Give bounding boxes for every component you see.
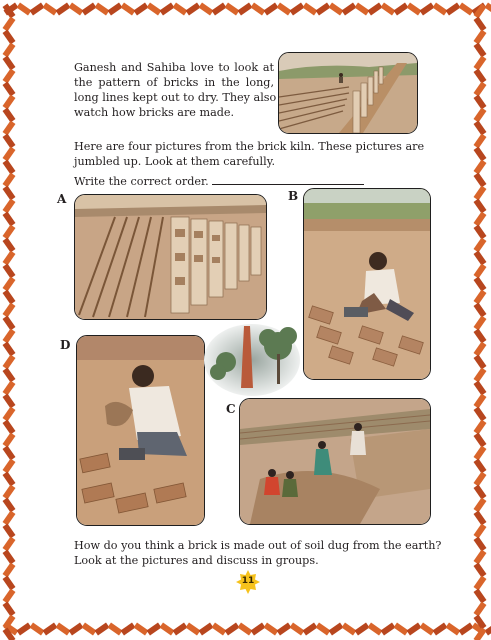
border-brick: [3, 277, 16, 292]
border-brick: [3, 628, 16, 640]
border-brick: [407, 3, 422, 16]
border-brick: [277, 623, 292, 636]
border-brick: [474, 524, 487, 539]
border-brick: [474, 511, 487, 526]
border-brick: [3, 82, 16, 97]
border-brick: [3, 290, 16, 305]
border-brick: [3, 420, 16, 435]
border-brick: [3, 56, 16, 71]
border-brick: [3, 160, 16, 175]
border-brick: [474, 303, 487, 318]
border-brick: [108, 3, 123, 16]
border-brick: [433, 3, 448, 16]
border-brick: [316, 623, 331, 636]
kiln-chimney-illustration: [204, 318, 300, 396]
border-brick: [134, 623, 149, 636]
border-brick: [108, 623, 123, 636]
border-brick: [290, 623, 305, 636]
border-brick: [474, 420, 487, 435]
border-brick: [212, 623, 227, 636]
page-number: 11: [241, 576, 255, 586]
border-brick: [264, 3, 279, 16]
border-brick: [474, 251, 487, 266]
order-prompt: [74, 173, 364, 189]
border-brick: [277, 3, 292, 16]
intro-line: long lines kept out to dry. They also: [74, 91, 277, 104]
border-brick: [474, 290, 487, 305]
border-brick: [3, 199, 16, 214]
border-brick: [474, 264, 487, 279]
border-brick: [474, 4, 487, 19]
border-brick: [186, 623, 201, 636]
border-brick: [3, 433, 16, 448]
question-line: Look at the pictures and discuss in groups.: [74, 554, 319, 567]
border-brick: [3, 69, 16, 84]
border-brick: [56, 623, 71, 636]
border-brick: [3, 4, 16, 19]
border-brick: [407, 623, 422, 636]
border-brick: [474, 433, 487, 448]
border-brick: [474, 485, 487, 500]
picture-label-b: B: [288, 189, 299, 203]
intro-line: watch how bricks are made.: [74, 106, 235, 119]
border-brick: [474, 628, 487, 640]
border-brick: [3, 342, 16, 357]
border-brick: [212, 3, 227, 16]
border-brick: [160, 3, 175, 16]
border-brick: [225, 3, 240, 16]
border-brick: [251, 3, 266, 16]
border-brick: [43, 3, 58, 16]
border-brick: [3, 134, 16, 149]
border-brick: [3, 524, 16, 539]
border-brick: [3, 225, 16, 240]
border-brick: [446, 623, 461, 636]
border-brick: [342, 623, 357, 636]
task-line: Here are four pictures from the brick kiln. These pictures are: [74, 140, 425, 153]
border-brick: [3, 602, 16, 617]
border-brick: [3, 95, 16, 110]
border-brick: [3, 316, 16, 331]
brick-border-top: [0, 0, 491, 22]
border-brick: [474, 576, 487, 591]
border-brick: [3, 238, 16, 253]
border-brick: [3, 251, 16, 266]
brick-rows-photo: [278, 52, 418, 134]
brick-border-left: [0, 0, 22, 640]
border-brick: [3, 498, 16, 513]
border-brick: [3, 459, 16, 474]
border-brick: [474, 82, 487, 97]
border-brick: [3, 394, 16, 409]
task-paragraph: [74, 139, 425, 169]
border-brick: [474, 69, 487, 84]
border-brick: [82, 3, 97, 16]
border-brick: [225, 623, 240, 636]
border-brick: [95, 623, 110, 636]
border-brick: [368, 623, 383, 636]
border-brick: [474, 316, 487, 331]
picture-a-drying-stacks: [74, 194, 267, 320]
border-brick: [474, 355, 487, 370]
border-brick: [474, 56, 487, 71]
border-brick: [3, 368, 16, 383]
border-brick: [381, 3, 396, 16]
border-brick: [474, 394, 487, 409]
border-brick: [3, 30, 16, 45]
border-brick: [3, 43, 16, 58]
brick-border-bottom: [0, 618, 491, 640]
border-brick: [3, 589, 16, 604]
border-brick: [3, 615, 16, 630]
border-brick: [474, 550, 487, 565]
border-brick: [3, 147, 16, 162]
border-brick: [3, 303, 16, 318]
border-brick: [474, 17, 487, 32]
border-brick: [433, 623, 448, 636]
border-brick: [474, 147, 487, 162]
border-brick: [30, 623, 45, 636]
border-brick: [43, 623, 58, 636]
picture-label-a: A: [57, 192, 67, 206]
border-brick: [474, 498, 487, 513]
border-brick: [474, 446, 487, 461]
border-brick: [3, 407, 16, 422]
border-brick: [3, 17, 16, 32]
border-brick: [474, 563, 487, 578]
border-brick: [3, 563, 16, 578]
picture-c-workers-at-pit: [239, 398, 431, 525]
border-brick: [3, 329, 16, 344]
border-brick: [474, 186, 487, 201]
border-brick: [238, 623, 253, 636]
intro-paragraph: [74, 60, 277, 120]
border-brick: [355, 623, 370, 636]
border-brick: [3, 550, 16, 565]
border-brick: [303, 3, 318, 16]
border-brick: [3, 121, 16, 136]
border-brick: [316, 3, 331, 16]
border-brick: [3, 186, 16, 201]
border-brick: [3, 173, 16, 188]
picture-label-d: D: [60, 338, 71, 352]
border-brick: [368, 3, 383, 16]
border-brick: [160, 623, 175, 636]
border-brick: [474, 602, 487, 617]
border-brick: [147, 3, 162, 16]
border-brick: [474, 212, 487, 227]
border-brick: [134, 3, 149, 16]
border-brick: [394, 623, 409, 636]
border-brick: [474, 329, 487, 344]
border-brick: [3, 264, 16, 279]
border-brick: [420, 623, 435, 636]
border-brick: [420, 3, 435, 16]
border-brick: [121, 623, 136, 636]
border-brick: [474, 407, 487, 422]
border-brick: [474, 589, 487, 604]
border-brick: [474, 199, 487, 214]
border-brick: [474, 43, 487, 58]
border-brick: [30, 3, 45, 16]
border-brick: [474, 108, 487, 123]
question-line: How do you think a brick is made out of soil dug from the earth?: [74, 539, 442, 552]
border-brick: [474, 615, 487, 630]
border-brick: [199, 3, 214, 16]
border-brick: [474, 368, 487, 383]
border-brick: [69, 623, 84, 636]
picture-b-moulding-bricks: [303, 188, 431, 380]
picture-d-digging-soil: [76, 335, 205, 526]
border-brick: [474, 95, 487, 110]
border-brick: [82, 623, 97, 636]
border-brick: [474, 238, 487, 253]
border-brick: [186, 3, 201, 16]
border-brick: [173, 623, 188, 636]
border-brick: [290, 3, 305, 16]
brick-border-right: [469, 0, 491, 640]
border-brick: [3, 472, 16, 487]
border-brick: [474, 121, 487, 136]
border-brick: [147, 623, 162, 636]
border-brick: [56, 3, 71, 16]
border-brick: [474, 459, 487, 474]
border-brick: [3, 576, 16, 591]
border-brick: [474, 342, 487, 357]
border-brick: [3, 381, 16, 396]
border-brick: [446, 3, 461, 16]
answer-blank[interactable]: [212, 173, 364, 185]
border-brick: [3, 511, 16, 526]
border-brick: [69, 3, 84, 16]
border-brick: [342, 3, 357, 16]
border-brick: [3, 108, 16, 123]
border-brick: [251, 623, 266, 636]
border-brick: [474, 472, 487, 487]
border-brick: [173, 3, 188, 16]
border-brick: [474, 277, 487, 292]
border-brick: [329, 623, 344, 636]
border-brick: [303, 623, 318, 636]
border-brick: [264, 623, 279, 636]
border-brick: [474, 134, 487, 149]
task-line: jumbled up. Look at them carefully.: [74, 155, 276, 168]
border-brick: [95, 3, 110, 16]
border-brick: [3, 355, 16, 370]
border-brick: [474, 30, 487, 45]
order-prompt-text: Write the correct order.: [74, 175, 209, 188]
border-brick: [355, 3, 370, 16]
border-brick: [474, 537, 487, 552]
discussion-question: [74, 538, 442, 568]
border-brick: [394, 3, 409, 16]
border-brick: [474, 173, 487, 188]
border-brick: [474, 225, 487, 240]
intro-line: Ganesh and Sahiba love to look at: [74, 61, 274, 74]
border-brick: [329, 3, 344, 16]
border-brick: [474, 160, 487, 175]
border-brick: [238, 3, 253, 16]
border-brick: [3, 446, 16, 461]
border-brick: [3, 212, 16, 227]
picture-label-c: C: [226, 402, 236, 416]
border-brick: [3, 537, 16, 552]
border-brick: [381, 623, 396, 636]
border-brick: [474, 381, 487, 396]
border-brick: [3, 485, 16, 500]
intro-line: the pattern of bricks in the long,: [74, 76, 274, 89]
border-brick: [121, 3, 136, 16]
border-brick: [199, 623, 214, 636]
